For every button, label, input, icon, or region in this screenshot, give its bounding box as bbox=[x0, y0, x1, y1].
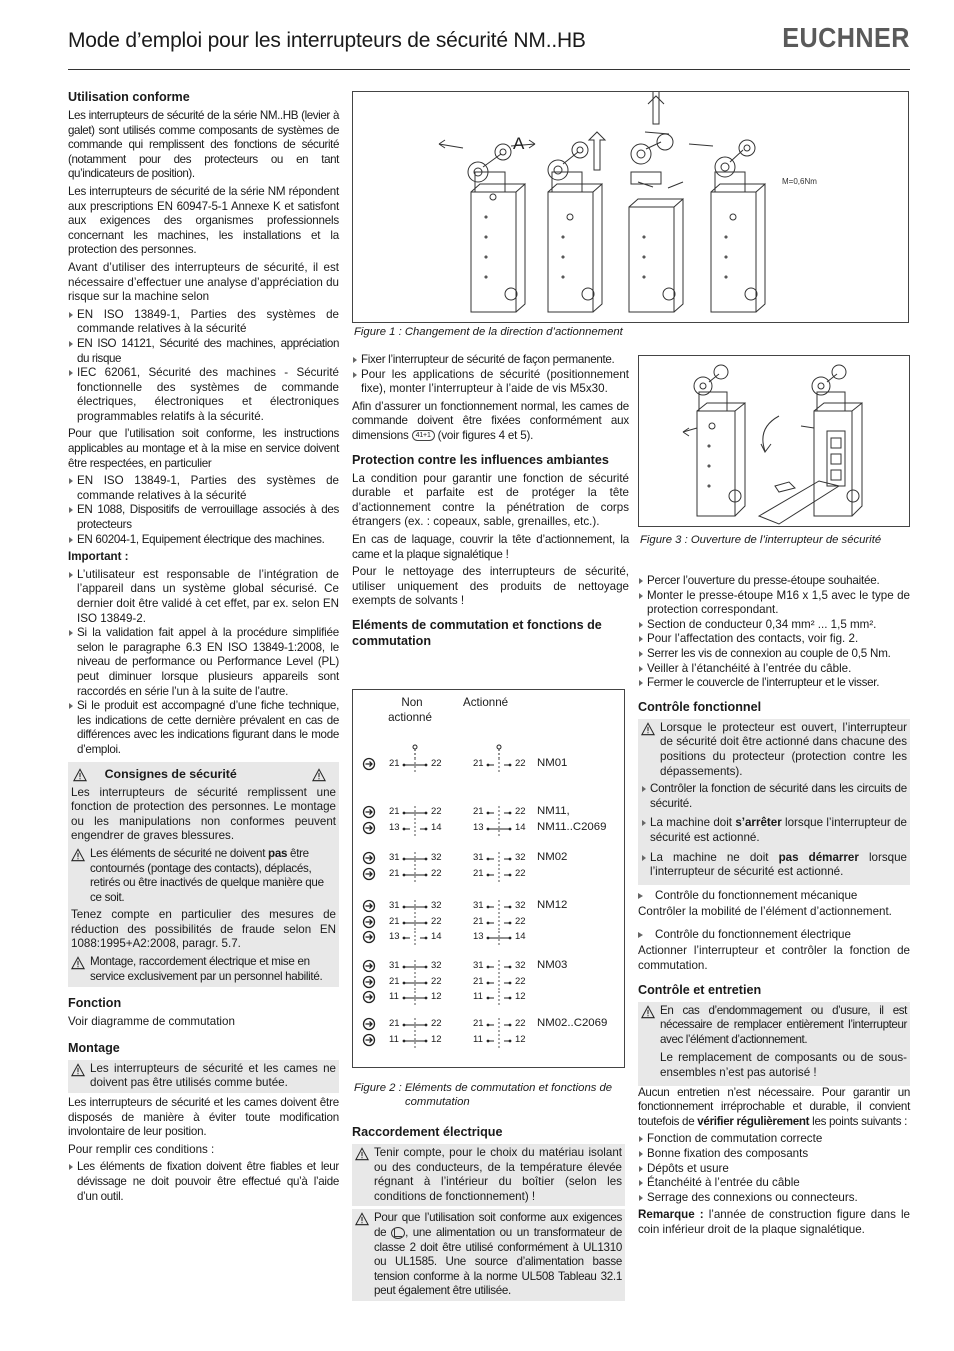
list-item: EN 60204-1, Equipement électrique des machines. bbox=[68, 533, 339, 548]
contact-terminal-label: 21 bbox=[389, 975, 400, 987]
arrow-icon bbox=[638, 893, 643, 899]
list-item: Monter le presse-étoupe M16 x 1,5 avec le type de protection correspondant. bbox=[638, 589, 910, 618]
remark: Remarque : l’année de construction figure dans le coin inférieur droit de la plaque signalétique. bbox=[638, 1208, 910, 1236]
contact-row bbox=[353, 900, 623, 947]
list-item: L’utilisateur est responsable de l’intégration de l’appareil dans un système global sécurisé. Ce dernier doit être validé à cet effet, par ex. selon EN ISO 13849-2. bbox=[68, 568, 339, 626]
list-item: Section de conducteur 0,34 mm² ... 1,5 mm². bbox=[638, 618, 910, 633]
contact-row bbox=[353, 758, 623, 774]
direction-symbol-icon bbox=[362, 899, 376, 913]
label-a: A bbox=[513, 134, 525, 153]
warning-text: Pour que l’utilisation soit conforme aux exigences de , une alimentation ou un transformateur de classe 2 doit être utilisé conformément à UL1310 ou UL1585. Une source d’alimentation basse tension conforme à la norme UL508 Tableau 32.1 peut également être utilisée. bbox=[374, 1211, 622, 1298]
warning-text: Les éléments de sécurité ne doivent pas être contournés (pontage des contacts), déplacés, retirés ou être inactivés de quelque manière que ce soit. bbox=[90, 846, 324, 904]
list-item: Si le produit est accompagné d’une fiche technique, les indications de cette dernière prévalent en cas de différences avec les indications figurant dans le mode d’emploi. bbox=[68, 699, 339, 757]
contact-terminal-label: 11 bbox=[473, 1033, 483, 1045]
figure-3-drawing bbox=[639, 356, 909, 526]
installation-standards-list bbox=[68, 474, 339, 547]
contact-terminal-label: 11 bbox=[389, 991, 399, 1002]
maintenance-checklist bbox=[638, 1132, 910, 1205]
contact-row bbox=[353, 852, 623, 883]
important-label: Important : bbox=[68, 550, 129, 564]
contact-symbol bbox=[485, 916, 513, 930]
contact-terminal-label: 21 bbox=[389, 915, 400, 927]
contact-symbol bbox=[485, 852, 513, 866]
switch-model-label: NM12 bbox=[537, 899, 568, 911]
contact-terminal-label: 14 bbox=[431, 931, 442, 942]
contact-terminal-label: 12 bbox=[431, 1033, 442, 1045]
contact-symbol bbox=[401, 868, 429, 882]
warning-icon bbox=[71, 1063, 85, 1077]
page-header bbox=[68, 22, 910, 70]
contact-terminal-label: 22 bbox=[515, 915, 526, 927]
direction-symbol-icon bbox=[362, 757, 376, 771]
warning-text: Lorsque le protecteur est ouvert, l’interrupteur de sécurité doit être actionné dans chacune des positions du protecteur (protection contre les dépassements). bbox=[660, 720, 907, 778]
list-item: Veiller à l’étanchéité à l’entrée du câble. bbox=[638, 662, 910, 677]
montage-list bbox=[68, 1160, 339, 1204]
paragraph: Pour remplir ces conditions : bbox=[68, 1142, 215, 1156]
contact-symbol bbox=[401, 1018, 429, 1032]
section-entretien-title: Contrôle et entretien bbox=[638, 982, 762, 997]
list-item: La machine doit s’arrêter lorsque l’interrupteur de sécurité est actionné. bbox=[641, 816, 907, 845]
contact-terminal-label: 21 bbox=[473, 758, 484, 769]
contact-terminal-label: 22 bbox=[431, 975, 442, 987]
paragraph: Les interrupteurs de sécurité remplissent une fonction de protection des personnes. Le montage ou les manipulations non conformes peuvent engendrer de graves blessures. bbox=[71, 785, 336, 843]
contact-terminal-label: 32 bbox=[431, 900, 442, 911]
important-list bbox=[68, 568, 339, 758]
paragraph: Les interrupteurs de sécurité de la série NM répondent aux prescriptions EN 60947-5-1 Annexe K et satisfont aux exigences des organismes professionnels concernant les machines, les installations et la protection des personnes. bbox=[68, 184, 339, 257]
contact-symbol bbox=[485, 931, 513, 945]
warning-text: Les interrupteurs de sécurité et les cames ne doivent pas être utilisés comme butée. bbox=[90, 1061, 336, 1090]
list-item: La machine ne doit pas démarrer lorsque l’interrupteur de sécurité est actionné. bbox=[641, 851, 907, 880]
contact-symbol bbox=[401, 900, 429, 914]
safety-box-header bbox=[71, 766, 336, 783]
contact-symbol bbox=[401, 806, 429, 820]
contact-terminal-label: 21 bbox=[389, 1018, 400, 1029]
warning-icon bbox=[312, 767, 326, 783]
list-item: Pour les applications de sécurité (positionnement fixe), monter l’interrupteur à l’aide de vis M5x30. bbox=[352, 368, 629, 397]
contact-terminal-label: 21 bbox=[473, 806, 484, 817]
safety-warning bbox=[71, 955, 336, 984]
list-item: Fonction de commutation correcte bbox=[638, 1132, 910, 1147]
contact-terminal-label: 11 bbox=[389, 1033, 399, 1045]
list-item: EN 1088, Dispositifs de verrouillage associés à des protecteurs bbox=[68, 503, 339, 532]
direction-symbol-icon bbox=[362, 1033, 376, 1047]
paragraph: Voir diagramme de commutation bbox=[68, 1015, 235, 1029]
contact-row bbox=[353, 806, 623, 837]
contact-symbol bbox=[485, 806, 513, 820]
list-item: Fermer le couvercle de l’interrupteur et le visser. bbox=[638, 676, 910, 691]
ul-mark-icon bbox=[391, 1227, 405, 1239]
figure-3-caption: Figure 3 : Ouverture de l’interrupteur de sécurité bbox=[640, 534, 882, 546]
contact-symbol bbox=[485, 758, 513, 772]
contact-terminal-label: 22 bbox=[515, 1018, 526, 1029]
contact-terminal-label: 22 bbox=[515, 975, 526, 987]
direction-symbol-icon bbox=[362, 975, 376, 989]
switch-model-label: NM11..C2069 bbox=[537, 820, 607, 833]
figure-3-switch-opening bbox=[638, 355, 910, 527]
section-raccordement-title: Raccordement électrique bbox=[352, 1125, 503, 1139]
contact-terminal-label: 21 bbox=[473, 867, 484, 879]
contact-terminal-label: 12 bbox=[515, 991, 526, 1002]
direction-symbol-icon bbox=[362, 851, 376, 865]
contact-symbol bbox=[401, 916, 429, 930]
list-item: Pour l’affectation des contacts, voir fig. 2. bbox=[638, 632, 910, 647]
contact-symbol bbox=[401, 852, 429, 866]
warning-icon bbox=[355, 1212, 369, 1226]
section-utilisation-title: Utilisation conforme bbox=[68, 90, 190, 104]
contact-symbol bbox=[401, 758, 429, 772]
switch-model-label: NM11, bbox=[537, 805, 570, 817]
contact-terminal-label: 32 bbox=[431, 852, 442, 863]
contact-symbol bbox=[485, 1018, 513, 1032]
contact-symbol bbox=[401, 1034, 429, 1048]
warning-text: Tenir compte, pour le choix du matériau isolant ou des conducteurs, de la température élevée régnant à l’intérieur du boîtier (selon les conditions de fonctionnement) ! bbox=[374, 1146, 622, 1203]
direction-symbol-icon bbox=[362, 930, 376, 944]
contact-terminal-label: 22 bbox=[431, 806, 442, 817]
direction-symbol-icon bbox=[362, 867, 376, 881]
paragraph: Tenez compte en particulier des mesures de réduction des possibilités de fraude selon EN 1088:1995+A2:2008, paragr. 5.7. bbox=[71, 908, 336, 951]
list-item: Étanchéité à l’entrée du câble bbox=[638, 1176, 910, 1191]
contact-terminal-label: 31 bbox=[473, 900, 484, 911]
section-raccordement bbox=[352, 1124, 625, 1304]
paragraph: Afin d’assurer un fonctionnement normal, les cames de commande doivent être fixées conformément aux dimensions 41+1 (voir figures 4 et 5). bbox=[352, 399, 629, 442]
contact-terminal-label: 21 bbox=[473, 975, 484, 987]
column-left bbox=[68, 89, 339, 1207]
warning-text: Montage, raccordement électrique et mise en service exclusivement par un personnel habilité. bbox=[90, 955, 323, 983]
section-montage-title: Montage bbox=[68, 1040, 120, 1055]
torque-label: M=0,6Nm bbox=[782, 177, 817, 186]
controle-list bbox=[641, 782, 907, 880]
contact-symbol bbox=[401, 991, 429, 1005]
contact-terminal-label: 12 bbox=[515, 1033, 526, 1045]
column-middle bbox=[352, 353, 629, 653]
figure-1-actuation-direction bbox=[352, 91, 909, 323]
direction-symbol-icon bbox=[362, 915, 376, 929]
warning-icon bbox=[71, 848, 85, 862]
direction-symbol-icon bbox=[362, 805, 376, 819]
list-item: EN ISO 13849-1, Parties des systèmes de commande relatives à la sécurité bbox=[68, 308, 339, 337]
switch-model-label: NM03 bbox=[537, 959, 568, 971]
paragraph: La condition pour garantir une fonction de sécurité durable et parfaite est de protéger la tête d’actionnement contre la pénétration de corps étrangers (ex. : copeaux, sable, grenailles, etc.). bbox=[352, 471, 629, 529]
section-protection-title: Protection contre les influences ambiantes bbox=[352, 452, 609, 467]
figure-2-caption: Figure 2 : Eléments de commutation et fonctions de commutation bbox=[354, 1082, 613, 1108]
paragraph: Aucun entretien n’est nécessaire. Pour garantir un fonctionnement irréprochable et durable, il convient toutefois de vérifier régulièrement les points suivants : bbox=[638, 1085, 910, 1128]
contact-terminal-label: 32 bbox=[515, 852, 526, 863]
warning-icon bbox=[355, 1147, 369, 1161]
list-item: EN ISO 14121, Sécurité des machines, appréciation du risque bbox=[68, 337, 339, 366]
contact-row bbox=[353, 1018, 623, 1049]
connection-steps-list bbox=[638, 574, 910, 691]
contact-terminal-label: 13 bbox=[473, 821, 484, 833]
contact-symbol bbox=[485, 900, 513, 914]
paragraph: Les interrupteurs de sécurité et les cames doivent être disposés de manière à éviter toute modification involontaire de leur position. bbox=[68, 1096, 339, 1139]
contact-symbol bbox=[485, 976, 513, 990]
figure-2-switching-elements bbox=[352, 689, 625, 1068]
contact-terminal-label: 22 bbox=[515, 806, 526, 817]
contact-terminal-label: 31 bbox=[473, 852, 484, 863]
safety-box-title: Consignes de sécurité bbox=[104, 766, 237, 781]
contact-terminal-label: 22 bbox=[515, 758, 526, 769]
contact-terminal-label: 14 bbox=[515, 931, 526, 942]
contact-symbol bbox=[401, 931, 429, 945]
list-item: EN ISO 13849-1, Parties des systèmes de commande relatives à la sécurité bbox=[68, 474, 339, 503]
safety-box bbox=[68, 762, 339, 988]
contact-terminal-label: 13 bbox=[389, 931, 400, 942]
section-controle-title: Contrôle fonctionnel bbox=[638, 699, 762, 714]
list-item: Dépôts et usure bbox=[638, 1162, 910, 1177]
contact-terminal-label: 31 bbox=[389, 852, 400, 863]
warning-box bbox=[638, 1002, 910, 1086]
contact-terminal-label: 21 bbox=[473, 915, 484, 927]
brand-logo: EUCHNER bbox=[782, 22, 910, 53]
contact-terminal-label: 11 bbox=[473, 991, 483, 1002]
list-item: Contrôler la fonction de sécurité dans les circuits de sécurité. bbox=[641, 782, 907, 811]
paragraph: Pour le nettoyage des interrupteurs de sécurité, utiliser uniquement des produits de nettoyage exempts de solvants ! bbox=[352, 565, 629, 608]
contact-terminal-label: 31 bbox=[473, 960, 484, 971]
warning-box bbox=[641, 721, 907, 779]
contact-terminal-label: 13 bbox=[473, 931, 484, 942]
safety-warning bbox=[71, 847, 336, 905]
mounting-list bbox=[352, 353, 629, 397]
contact-terminal-label: 21 bbox=[389, 806, 400, 817]
arrow-icon bbox=[638, 932, 643, 938]
contact-terminal-label: 22 bbox=[431, 1018, 442, 1029]
warning-box bbox=[352, 1209, 625, 1301]
paragraph: Contrôler la mobilité de l’élément d’actionnement. bbox=[638, 905, 892, 919]
risk-standards-list bbox=[68, 308, 339, 425]
warning-box bbox=[352, 1144, 625, 1206]
direction-symbol-icon bbox=[362, 959, 376, 973]
list-item: Si la validation fait appel à la procédure simplifiée selon le paragraphe 6.3 EN ISO 13849-1:2008, le niveau de performance ou Performance Level (PL) peut diminuer lorsque plusieurs appareils sont raccordés en série l’un à la suite de l’autre. bbox=[68, 626, 339, 699]
switch-model-label: NM01 bbox=[537, 757, 568, 769]
contact-row bbox=[353, 960, 623, 1007]
list-item: Bonne fixation des composants bbox=[638, 1147, 910, 1162]
contact-terminal-label: 22 bbox=[431, 915, 442, 927]
contact-terminal-label: 32 bbox=[515, 900, 526, 911]
section-fonction-title: Fonction bbox=[68, 996, 122, 1011]
contact-terminal-label: 31 bbox=[389, 960, 400, 971]
list-item: Percer l’ouverture du presse-étoupe souhaitée. bbox=[638, 574, 910, 589]
contact-terminal-label: 22 bbox=[515, 867, 526, 879]
page-title: Mode d’emploi pour les interrupteurs de sécurité NM..HB bbox=[68, 29, 586, 52]
column-right bbox=[638, 574, 910, 1241]
direction-symbol-icon bbox=[362, 1017, 376, 1031]
contact-terminal-label: 14 bbox=[431, 821, 442, 833]
contact-terminal-label: 21 bbox=[389, 867, 400, 879]
list-item: Fixer l’interrupteur de sécurité de façon permanente. bbox=[352, 353, 629, 368]
contact-symbol bbox=[401, 822, 429, 836]
list-item: Les éléments de fixation doivent être fiables et leur dévissage ne doit pouvoir être effectué qu’à l’aide d’un outil. bbox=[68, 1160, 339, 1204]
list-item: Serrer les vis de connexion au couple de 0,5 Nm. bbox=[638, 647, 910, 662]
electrical-check-heading: Contrôle du fonctionnement électrique bbox=[638, 928, 910, 943]
paragraph: En cas de laquage, couvrir la tête d’actionnement, la came et la plaque signalétique ! bbox=[352, 532, 629, 561]
contact-symbol bbox=[485, 960, 513, 974]
figure-1-caption: Figure 1 : Changement de la direction d’actionnement bbox=[354, 326, 623, 338]
direction-symbol-icon bbox=[362, 990, 376, 1004]
section-elements-title: Eléments de commutation et fonctions de commutation bbox=[352, 617, 602, 648]
paragraph: Actionner l’interrupteur et contrôler la fonction de commutation. bbox=[638, 944, 910, 973]
paragraph: Pour que l’utilisation soit conforme, les instructions applicables au montage et à la mise en service doivent être respectées, en particulier bbox=[68, 427, 339, 470]
contact-symbol bbox=[485, 822, 513, 836]
contact-terminal-label: 22 bbox=[431, 867, 442, 879]
col-header-non-line2: actionné bbox=[388, 711, 432, 724]
direction-symbol-icon bbox=[362, 821, 376, 835]
warning-icon bbox=[73, 767, 87, 783]
warning-icon bbox=[71, 956, 85, 970]
warning-icon bbox=[641, 1005, 655, 1019]
contact-terminal-label: 13 bbox=[389, 821, 400, 833]
contact-symbol bbox=[485, 1034, 513, 1048]
actuator-plunger-icon bbox=[405, 744, 425, 758]
warning-box bbox=[68, 1060, 339, 1093]
contact-symbol bbox=[485, 868, 513, 882]
switch-model-label: NM02..C2069 bbox=[537, 1017, 608, 1029]
contact-terminal-label: 32 bbox=[431, 960, 442, 971]
figure-1-drawing bbox=[353, 92, 908, 322]
switch-model-label: NM02 bbox=[537, 851, 568, 863]
contact-terminal-label: 21 bbox=[389, 758, 400, 769]
controle-box bbox=[638, 719, 910, 885]
warning-icon bbox=[641, 722, 655, 736]
paragraph: Avant d’utiliser des interrupteurs de sécurité, il est nécessaire d’effectuer une analyse d’appréciation du risque sur la machine selon bbox=[68, 260, 339, 304]
contact-terminal-label: 21 bbox=[473, 1018, 484, 1029]
contact-symbol bbox=[485, 991, 513, 1005]
contact-terminal-label: 14 bbox=[515, 821, 526, 833]
col-header-non: Non bbox=[401, 696, 423, 709]
dimension-icon: 41+1 bbox=[412, 430, 435, 441]
contact-symbol bbox=[401, 960, 429, 974]
contact-terminal-label: 22 bbox=[431, 758, 442, 769]
actuator-plunger-icon bbox=[489, 744, 509, 758]
contact-terminal-label: 31 bbox=[389, 900, 400, 911]
contact-symbol bbox=[401, 976, 429, 990]
paragraph: Les interrupteurs de sécurité de la série NM..HB (levier à galet) sont utilisés comme composants de systèmes de commande qui remplissent des fonctions de sécurité (notamment pour des protecteurs ou en tant qu’indicateurs de position). bbox=[68, 109, 339, 181]
col-header-actionne: Actionné bbox=[463, 696, 509, 709]
mechanical-check-heading: Contrôle du fonctionnement mécanique bbox=[638, 889, 910, 904]
warning-text: En cas d’endommagement ou d’usure, il est nécessaire de remplacer entièrement l’interrupteur avec l’élément d’actionnement. Le remplacement de composants ou de sous-ensembles n’est pas autorisé ! bbox=[660, 1003, 907, 1080]
contact-terminal-label: 32 bbox=[515, 960, 526, 971]
list-item: Serrage des connexions ou connecteurs. bbox=[638, 1191, 910, 1206]
list-item: IEC 62061, Sécurité des machines - Sécurité fonctionnelle des systèmes de commande électriques, électroniques et électroniques programmables relatifs à la sécurité. bbox=[68, 366, 339, 424]
contact-terminal-label: 12 bbox=[431, 991, 442, 1002]
